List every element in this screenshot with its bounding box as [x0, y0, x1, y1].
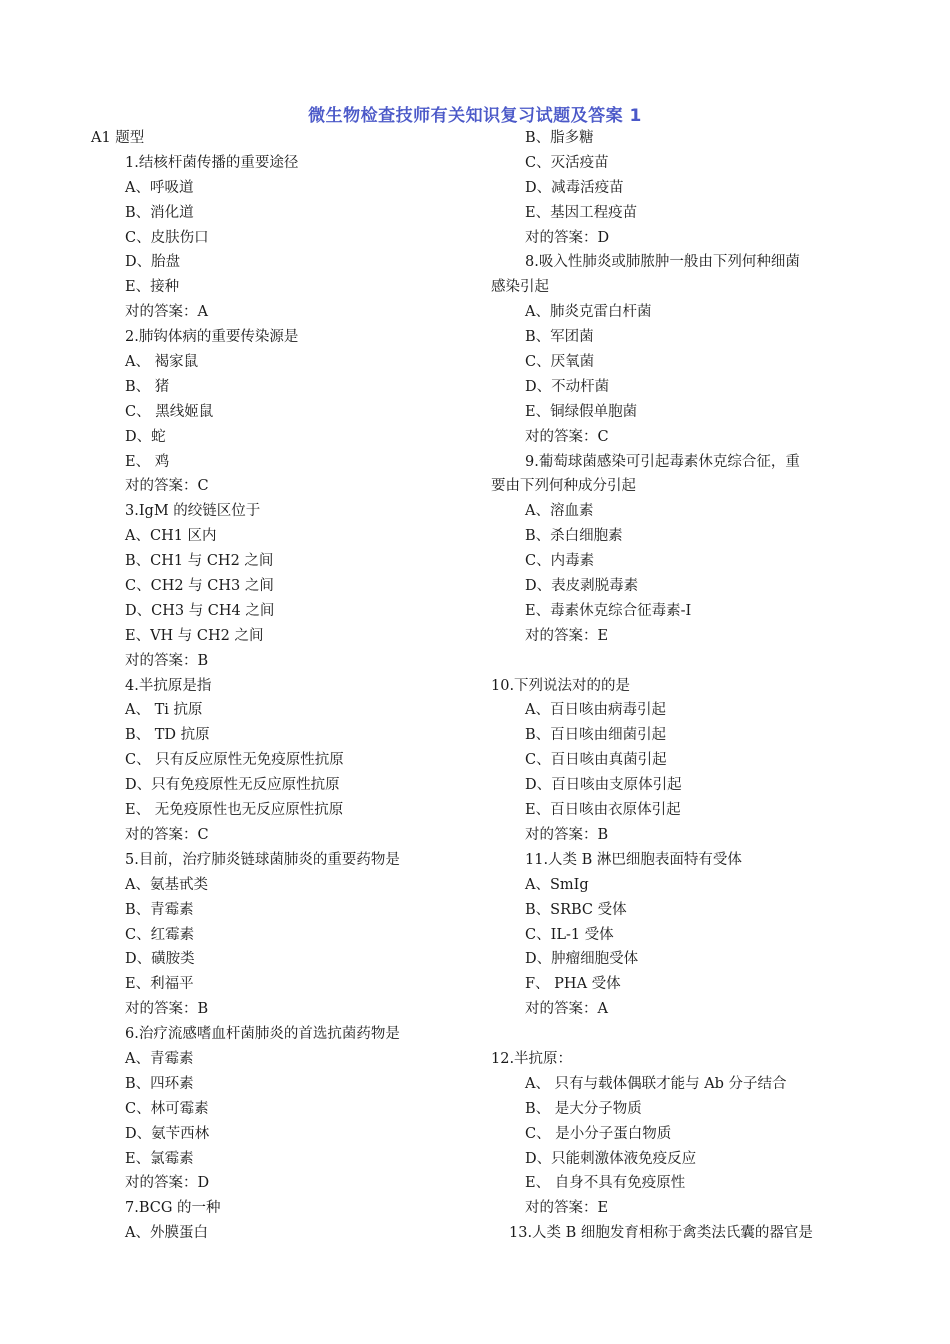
page-title: 微生物检查技师有关知识复习试题及答案 1 [308, 106, 642, 126]
text-line: D、氨苄西林 [125, 1125, 210, 1142]
text-line: 对的答案：C [525, 428, 609, 445]
text-line: E、铜绿假单胞菌 [525, 403, 638, 420]
text-line: E、 自身不具有免疫原性 [525, 1175, 686, 1192]
text-line: C、皮肤伤口 [125, 229, 209, 246]
text-line: D、CH3 与 CH4 之间 [125, 602, 275, 619]
text-line: D、百日咳由支原体引起 [525, 777, 682, 794]
text-line: 对的答案：E [525, 627, 609, 644]
text-line: B、百日咳由细菌引起 [525, 727, 667, 744]
text-line: 对的答案：E [525, 1200, 609, 1217]
text-line: 2.肺钩体病的重要传染源是 [125, 329, 299, 346]
right-column [491, 126, 861, 1246]
text-line: B、杀白细胞素 [525, 528, 623, 545]
text-line: B、四环素 [125, 1075, 194, 1092]
text-line [491, 649, 861, 674]
text-line: C、 只有反应原性无免疫原性抗原 [125, 752, 344, 769]
text-line: A、 褐家鼠 [125, 354, 199, 371]
text-line: A、CH1 区内 [125, 528, 217, 545]
left-column [91, 126, 486, 1246]
text-line [491, 1022, 861, 1047]
text-line: D、只能刺激体液免疫反应 [525, 1150, 697, 1167]
text-line: D、减毒活疫苗 [525, 179, 624, 196]
text-line: E、氯霉素 [125, 1150, 194, 1167]
text-line: 8.吸入性肺炎或肺脓肿一般由下列何种细菌 [525, 254, 800, 271]
text-line: E、利福平 [125, 976, 194, 993]
text-line: C、CH2 与 CH3 之间 [125, 578, 274, 595]
text-line: 对的答案：C [125, 478, 209, 495]
text-line: F、 PHA 受体 [525, 976, 621, 993]
text-line: A、青霉素 [125, 1050, 194, 1067]
text-line: 7.BCG 的一种 [125, 1200, 221, 1217]
text-line: A、 Ti 抗原 [125, 702, 203, 719]
text-line: D、不动杆菌 [525, 378, 610, 395]
text-line: B、消化道 [125, 204, 194, 221]
text-line: 11.人类 B 淋巴细胞表面特有受体 [525, 851, 742, 868]
text-line: C、内毒素 [525, 553, 595, 570]
text-line: A1 题型 [91, 130, 145, 146]
text-line: 对的答案：B [525, 826, 609, 843]
text-line: 对的答案：A [525, 1001, 608, 1018]
text-line: D、磺胺类 [125, 951, 195, 968]
text-line: 3.IgM 的绞链区位于 [125, 503, 261, 520]
text-line: E、 无免疫原性也无反应原性抗原 [125, 802, 344, 819]
text-line: D、蛇 [125, 428, 166, 445]
text-line: A、肺炎克雷白杆菌 [525, 304, 652, 321]
text-line: A、 只有与载体偶联才能与 Ab 分子结合 [525, 1075, 787, 1092]
text-line: D、表皮剥脱毒素 [525, 578, 639, 595]
text-line: 4.半抗原是指 [125, 677, 212, 694]
text-line: A、溶血素 [525, 503, 594, 520]
text-line: B、青霉素 [125, 901, 194, 918]
text-line: C、灭活疫苗 [525, 154, 609, 171]
text-line: E、基因工程疫苗 [525, 204, 638, 221]
text-line: 6.治疗流感嗜血杆菌肺炎的首选抗菌药物是 [125, 1026, 400, 1043]
text-line: B、军团菌 [525, 329, 594, 346]
text-line: D、肿瘤细胞受体 [525, 951, 639, 968]
text-line: C、IL-1 受体 [525, 926, 614, 943]
text-line: 对的答案：D [125, 1175, 210, 1192]
text-line: E、VH 与 CH2 之间 [125, 627, 264, 644]
text-line: E、 鸡 [125, 453, 170, 470]
text-line: B、 是大分子物质 [525, 1100, 642, 1117]
text-line: 对的答案：B [125, 1001, 209, 1018]
text-line: C、 是小分子蛋白物质 [525, 1125, 672, 1142]
text-line: 1.结核杆菌传播的重要途径 [125, 154, 299, 171]
text-line: C、厌氧菌 [525, 354, 595, 371]
text-line: B、 猪 [125, 378, 170, 395]
text-line: 5.目前，治疗肺炎链球菌肺炎的重要药物是 [125, 851, 400, 868]
text-line: 感染引起 [491, 279, 549, 296]
text-line: 对的答案：B [125, 652, 209, 669]
text-line: A、氨基甙类 [125, 876, 208, 893]
text-line: 对的答案：C [125, 826, 209, 843]
text-line: C、红霉素 [125, 926, 195, 943]
text-line: A、百日咳由病毒引起 [525, 702, 666, 719]
text-line: 13.人类 B 细胞发育相称于禽类法氏囊的器官是 [509, 1225, 813, 1242]
text-line: A、SmIg [525, 876, 589, 893]
text-line: 12.半抗原： [491, 1050, 573, 1067]
text-line: B、SRBC 受体 [525, 901, 627, 918]
text-line: B、 TD 抗原 [125, 727, 210, 744]
text-line: E、接种 [125, 279, 180, 296]
text-line: E、百日咳由衣原体引起 [525, 802, 681, 819]
text-line: E、毒素休克综合征毒素-I [525, 602, 692, 619]
text-line: A、外膜蛋白 [125, 1225, 208, 1242]
text-line: B、脂多糖 [525, 130, 594, 146]
text-line: 要由下列何种成分引起 [491, 478, 636, 495]
text-line: D、胎盘 [125, 254, 181, 271]
text-line: 对的答案：D [525, 229, 610, 246]
text-line: 对的答案：A [125, 304, 208, 321]
text-line: 10.下列说法对的的是 [491, 677, 631, 694]
text-line: C、百日咳由真菌引起 [525, 752, 667, 769]
text-line: A、呼吸道 [125, 179, 194, 196]
text-line: D、只有免疫原性无反应原性抗原 [125, 777, 340, 794]
text-line: C、林可霉素 [125, 1100, 209, 1117]
text-line: B、CH1 与 CH2 之间 [125, 553, 274, 570]
text-line: 9.葡萄球菌感染可引起毒素休克综合征，重 [525, 453, 800, 470]
text-line: C、 黑线姬鼠 [125, 403, 214, 420]
